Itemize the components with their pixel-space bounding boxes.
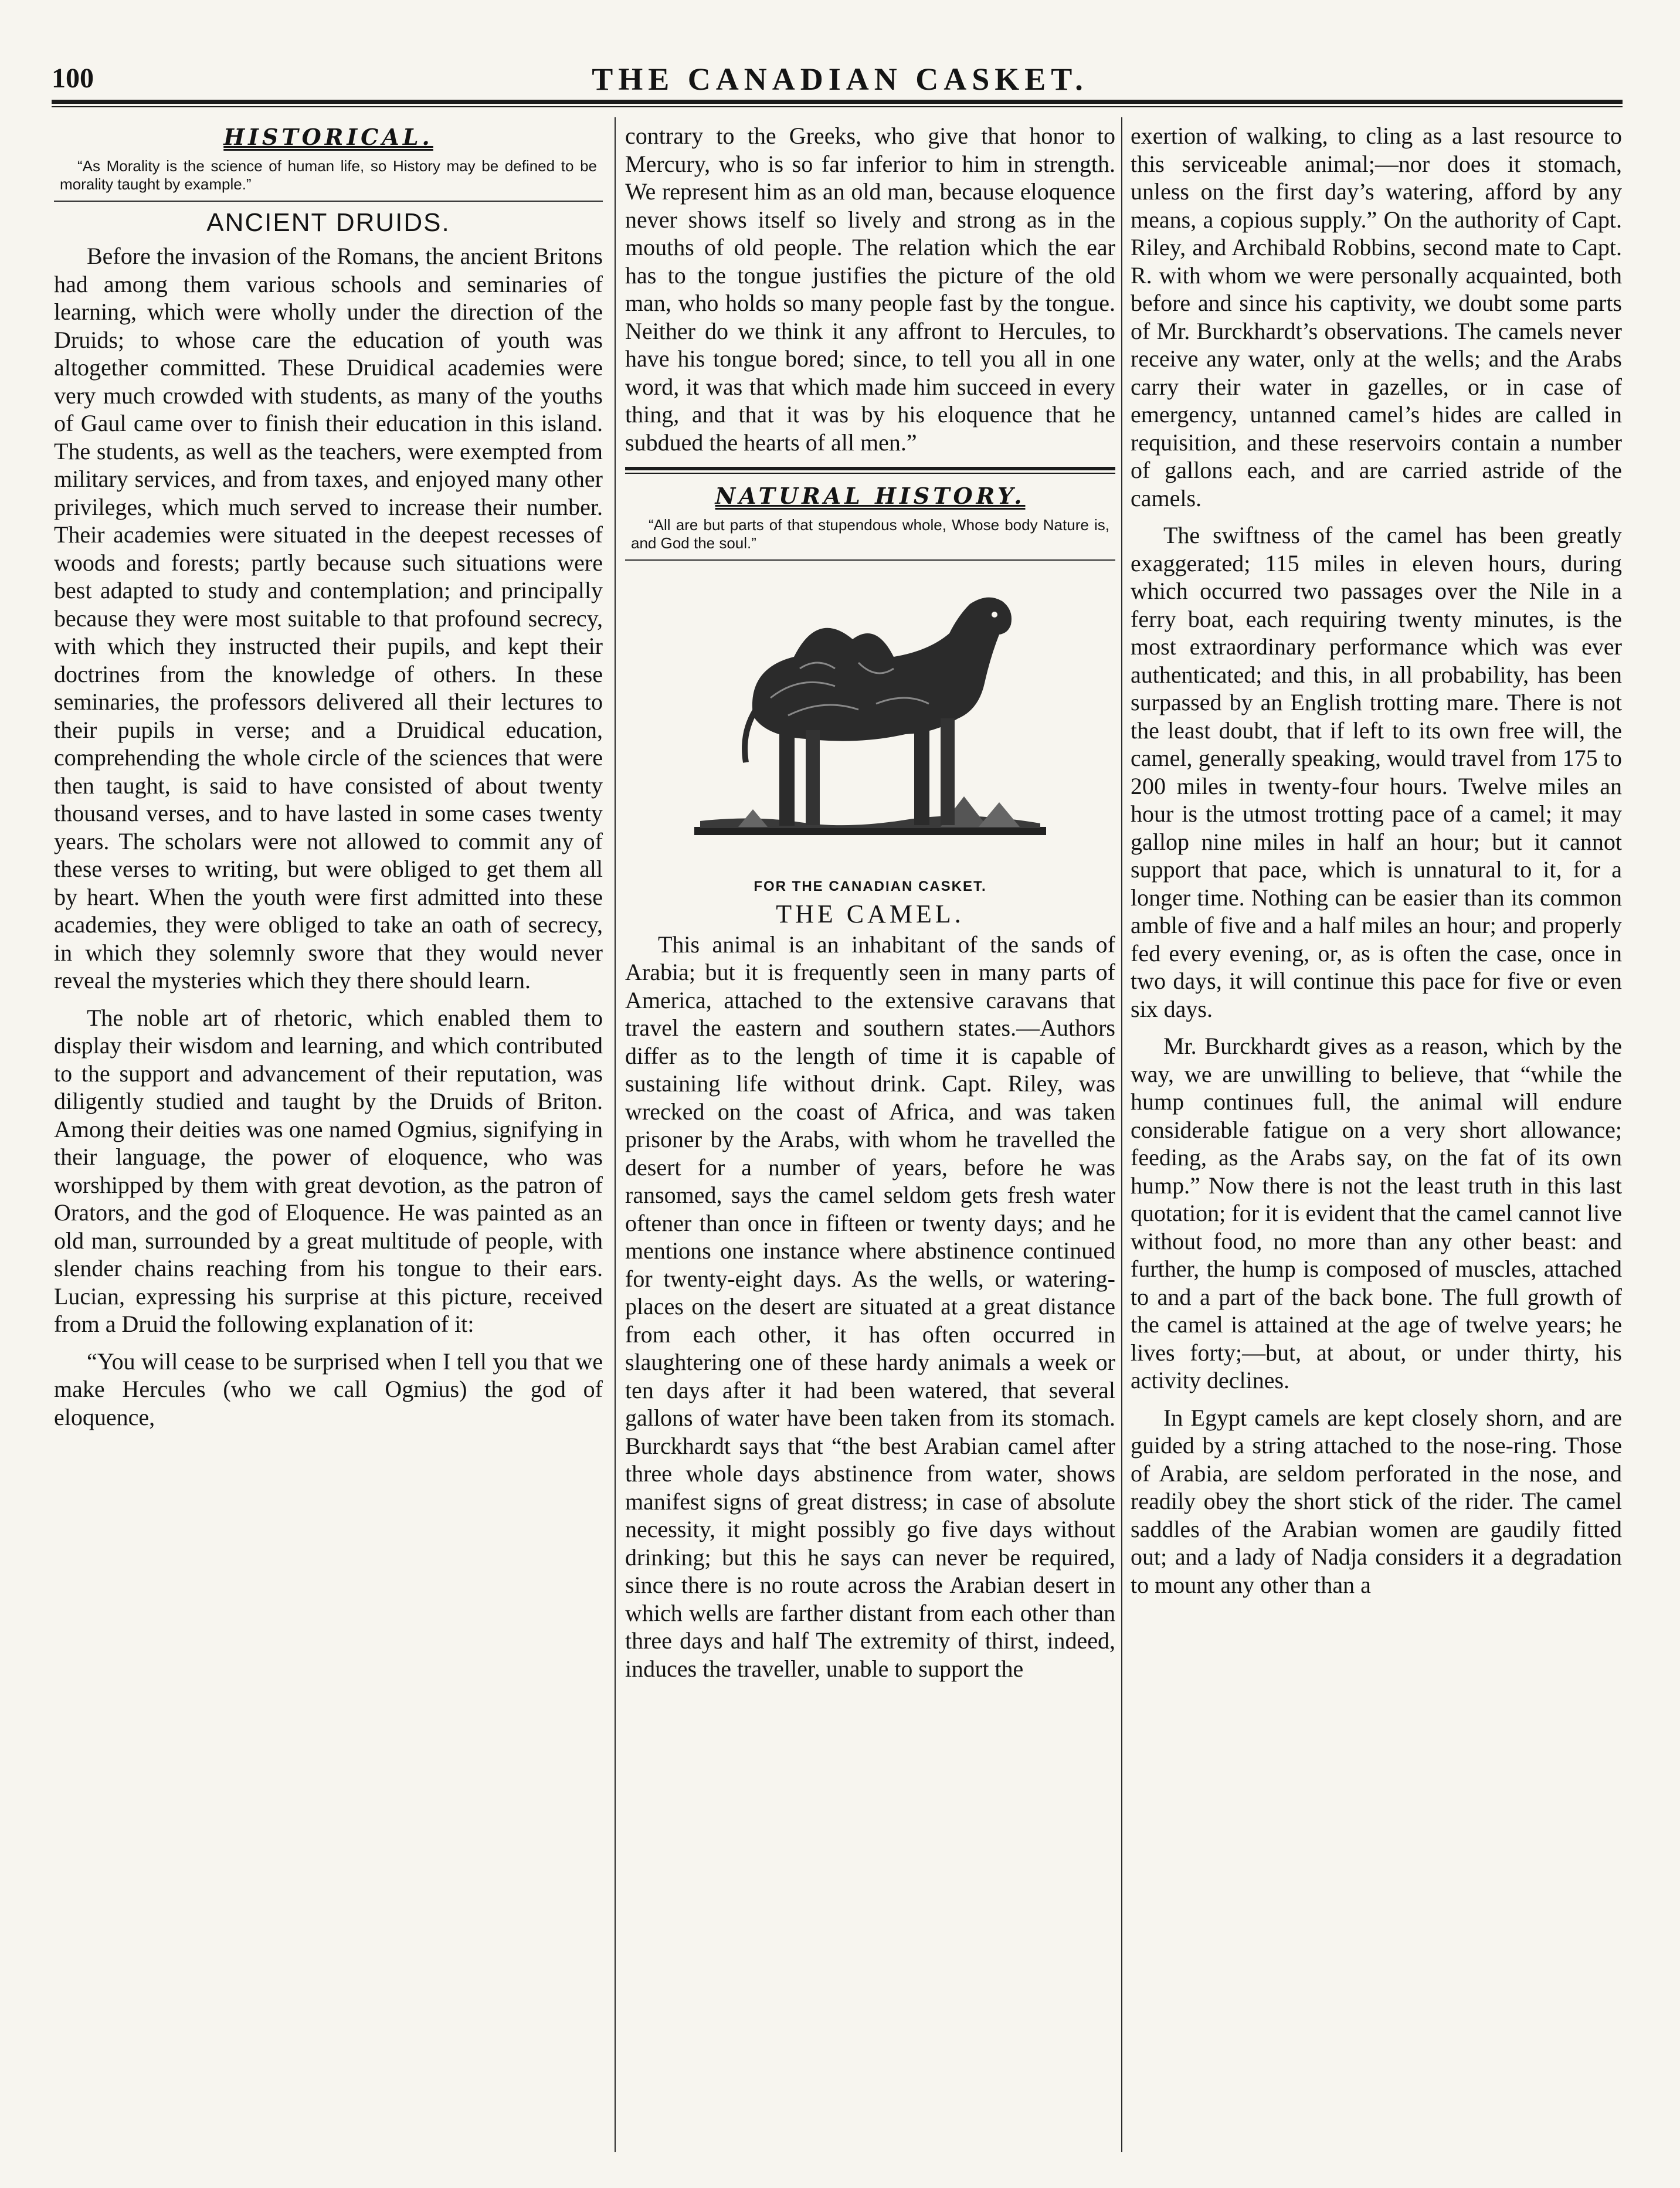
- article-title-druids: ANCIENT DRUIDS.: [206, 208, 450, 237]
- header-rule: [52, 100, 1623, 104]
- paragraph: Before the invasion of the Romans, the ancient Britons had among them various schools and seminaries of learning, which were wholly under the direction of the Druids; to whose care the education of youth was altogether committed. These Druidical academies were very much crowded with students, as many of the youths of Gaul came over to finish their education in this island. The students, as well as the teachers, were exempted from military services, and from taxes, and enjoyed many other privileges, which much served to increase their number. Their academies were situated in the deepest recesses of woods and forests; partly because such situations were best adapted to study and contemplation; and principally because they were most suitable to that profound secrecy, with which they instructed their pupils, and kept their doctrines from the knowledge of others. In these seminaries, the professors delivered all their lectures to their pupils in verse; and a Druidical education, comprehending the whole circle of the sciences that were then taught, is said to have consisted of about twenty thousand verses, and to have lasted in some cases twenty years. The scholars were not allowed to commit any of these verses to writing, but were obliged to get them all by heart. When the youth were first admitted into these academies, they were obliged to take an oath of secrecy, in which they solemnly swore that they would never reveal the mysteries which they there should learn.: [54, 243, 603, 993]
- column-1: [54, 122, 603, 2151]
- page-number: 100: [52, 63, 94, 94]
- column-2: [625, 122, 1115, 2151]
- section-heading-historical: HISTORICAL.: [223, 124, 433, 150]
- camel-woodcut-icon: [683, 569, 1058, 862]
- section-rule: [625, 559, 1115, 561]
- column-divider: [615, 117, 616, 2152]
- paragraph: The swiftness of the camel has been greatly exaggerated; 115 miles in eleven hours, during which occurred two passages over the Nile in a ferry boat, each requiring twenty minutes, is the most extraordinary performance which was ever authenticated; and this, in all probability, has been surpassed by an English trotting mare. There is not the least doubt, that if left to its own free will, the camel, generally speaking, would travel from 175 to 200 miles in twenty-four hours. Twelve miles an hour is the utmost trotting pace of a camel; it may gallop nine miles in half an hour; but it cannot support that pace, which is unnatural to it, for a longer time. Nothing can be easier than its common amble of five and a half miles an hour; and properly fed every evening, or, as is often the case, once in two days, it will continue this pace for five or even six days.: [1131, 522, 1622, 1022]
- header-rule-thin: [52, 106, 1623, 107]
- paragraph: “You will cease to be surprised when I tell you that we make Hercules (who we call Ogmius) the god of eloquence,: [54, 1348, 603, 1430]
- paragraph: The noble art of rhetoric, which enabled them to display their wisdom and learning, and which contributed to the support and advancement of their reputation, was diligently studied and taught by the Druids of Briton. Among their deities was one named Ogmius, signifying in their language, the power of eloquence, who was worshipped by them with great devotion, as the patron of Orators, and the god of Eloquence. He was painted as an old man, surrounded by a great multitude of people, with slender chains reaching from his tongue to their ears. Lucian, expressing his surprise at this picture, received from a Druid the following explanation of it:: [54, 1004, 603, 1337]
- article-title-camel: THE CAMEL.: [776, 900, 965, 928]
- section-rule: [54, 201, 603, 202]
- paragraph: In Egypt camels are kept closely shorn, and are guided by a string attached to the nose-ring. Those of Arabia, are seldom perforated in the nose, and readily obey the short stick of the rider. The camel saddles of the Arabian women are gaudily fitted out; and a lady of Nadja considers it a degradation to mount any other than a: [1131, 1404, 1622, 1598]
- paragraph: This animal is an inhabitant of the sands of Arabia; but it is frequently seen in many parts of America, attached to the extensive caravans that travel the eastern and southern states.—Authors differ as to the length of time it is capable of sustaining life without drink. Capt. Riley, was wrecked on the coast of Africa, and was taken prisoner by the Arabs, with whom he travelled the desert for a number of years, before he was ransomed, says the camel seldom gets fresh water oftener than once in fifteen or twenty days; and he mentions one instance where abstinence continued for twenty-eight days. As the wells, or watering-places on the desert are situated at a great distance from each other, it has often occurred in slaughtering one of these hardy animals a week or ten days after it had been watered, that several gallons of water have been taken from its stomach. Burckhardt says that “the best Arabian camel after three whole days abstinence from water, shows manifest signs of great distress; in case of absolute necessity, it might possibly go five days without drinking; but this he says can never be required, since there is no route across the Arabian desert in which wells are farther distant from each other than three days and half The extremity of thirst, indeed, induces the traveller, unable to support the: [625, 931, 1115, 1682]
- section-motto: “As Morality is the science of human life, so History may be defined to be morality taught by example.”: [60, 157, 597, 193]
- paragraph-continuation: exertion of walking, to cling as a last resource to this serviceable animal;—nor does it stomach, unless on the first day’s watering, afford by any means, a copious supply.” On the authority of Capt. Riley, and Archibald Robbins, second mate to Capt. R. with whom we were personally acquainted, both before and since his captivity, we doubt some parts of Mr. Burckhardt’s observations. The camels never receive any water, only at the wells; and the Arabs carry their water in gazelles, or in case of emergency, untanned camel’s hides are called in requisition, and these reservoirs contain a number of gallons each, and are carried astride of the camels.: [1131, 123, 1622, 511]
- article-credit: FOR THE CANADIAN CASKET.: [754, 878, 987, 894]
- column-3: [1131, 122, 1622, 2151]
- column-divider: [1121, 117, 1122, 2152]
- section-motto: “All are but parts of that stupendous whole, Whose body Nature is, and God the soul.”: [631, 515, 1109, 552]
- section-heading-natural-history: NATURAL HISTORY.: [715, 483, 1026, 509]
- masthead-title: THE CANADIAN CASKET.: [592, 62, 1088, 97]
- paragraph: Mr. Burckhardt gives as a reason, which by the way, we are unwilling to believe, that “while the hump continues full, the animal will endure considerable fatigue on a very short allowance; feeding, as the Arabs say, on the fat of its own hump.” Now there is not the least truth in this last quotation; for it is evident that the camel cannot live without food, no more than any other beast: and further, the hump is composed of muscles, attached to and a part of the back bone. The full growth of the camel is attained at the age of twelve years; he lives forty;—but, at about, or under thirty, his activity declines.: [1131, 1033, 1622, 1393]
- paragraph-continuation: contrary to the Greeks, who give that honor to Mercury, who is so far inferior to him in strength. We represent him as an old man, because eloquence never shows itself so lively and strong as in the mouths of old people. The relation which the ear has to the tongue justifies the picture of the old man, who holds so many people fast by the tongue. Neither do we think it any affront to Hercules, to have his tongue bored; since, to tell you all in one word, it was that which made him succeed in every thing, and that it was by his eloquence that he subdued the hearts of all men.”: [625, 123, 1115, 456]
- section-rule: [625, 467, 1115, 474]
- running-head: [0, 0, 1680, 104]
